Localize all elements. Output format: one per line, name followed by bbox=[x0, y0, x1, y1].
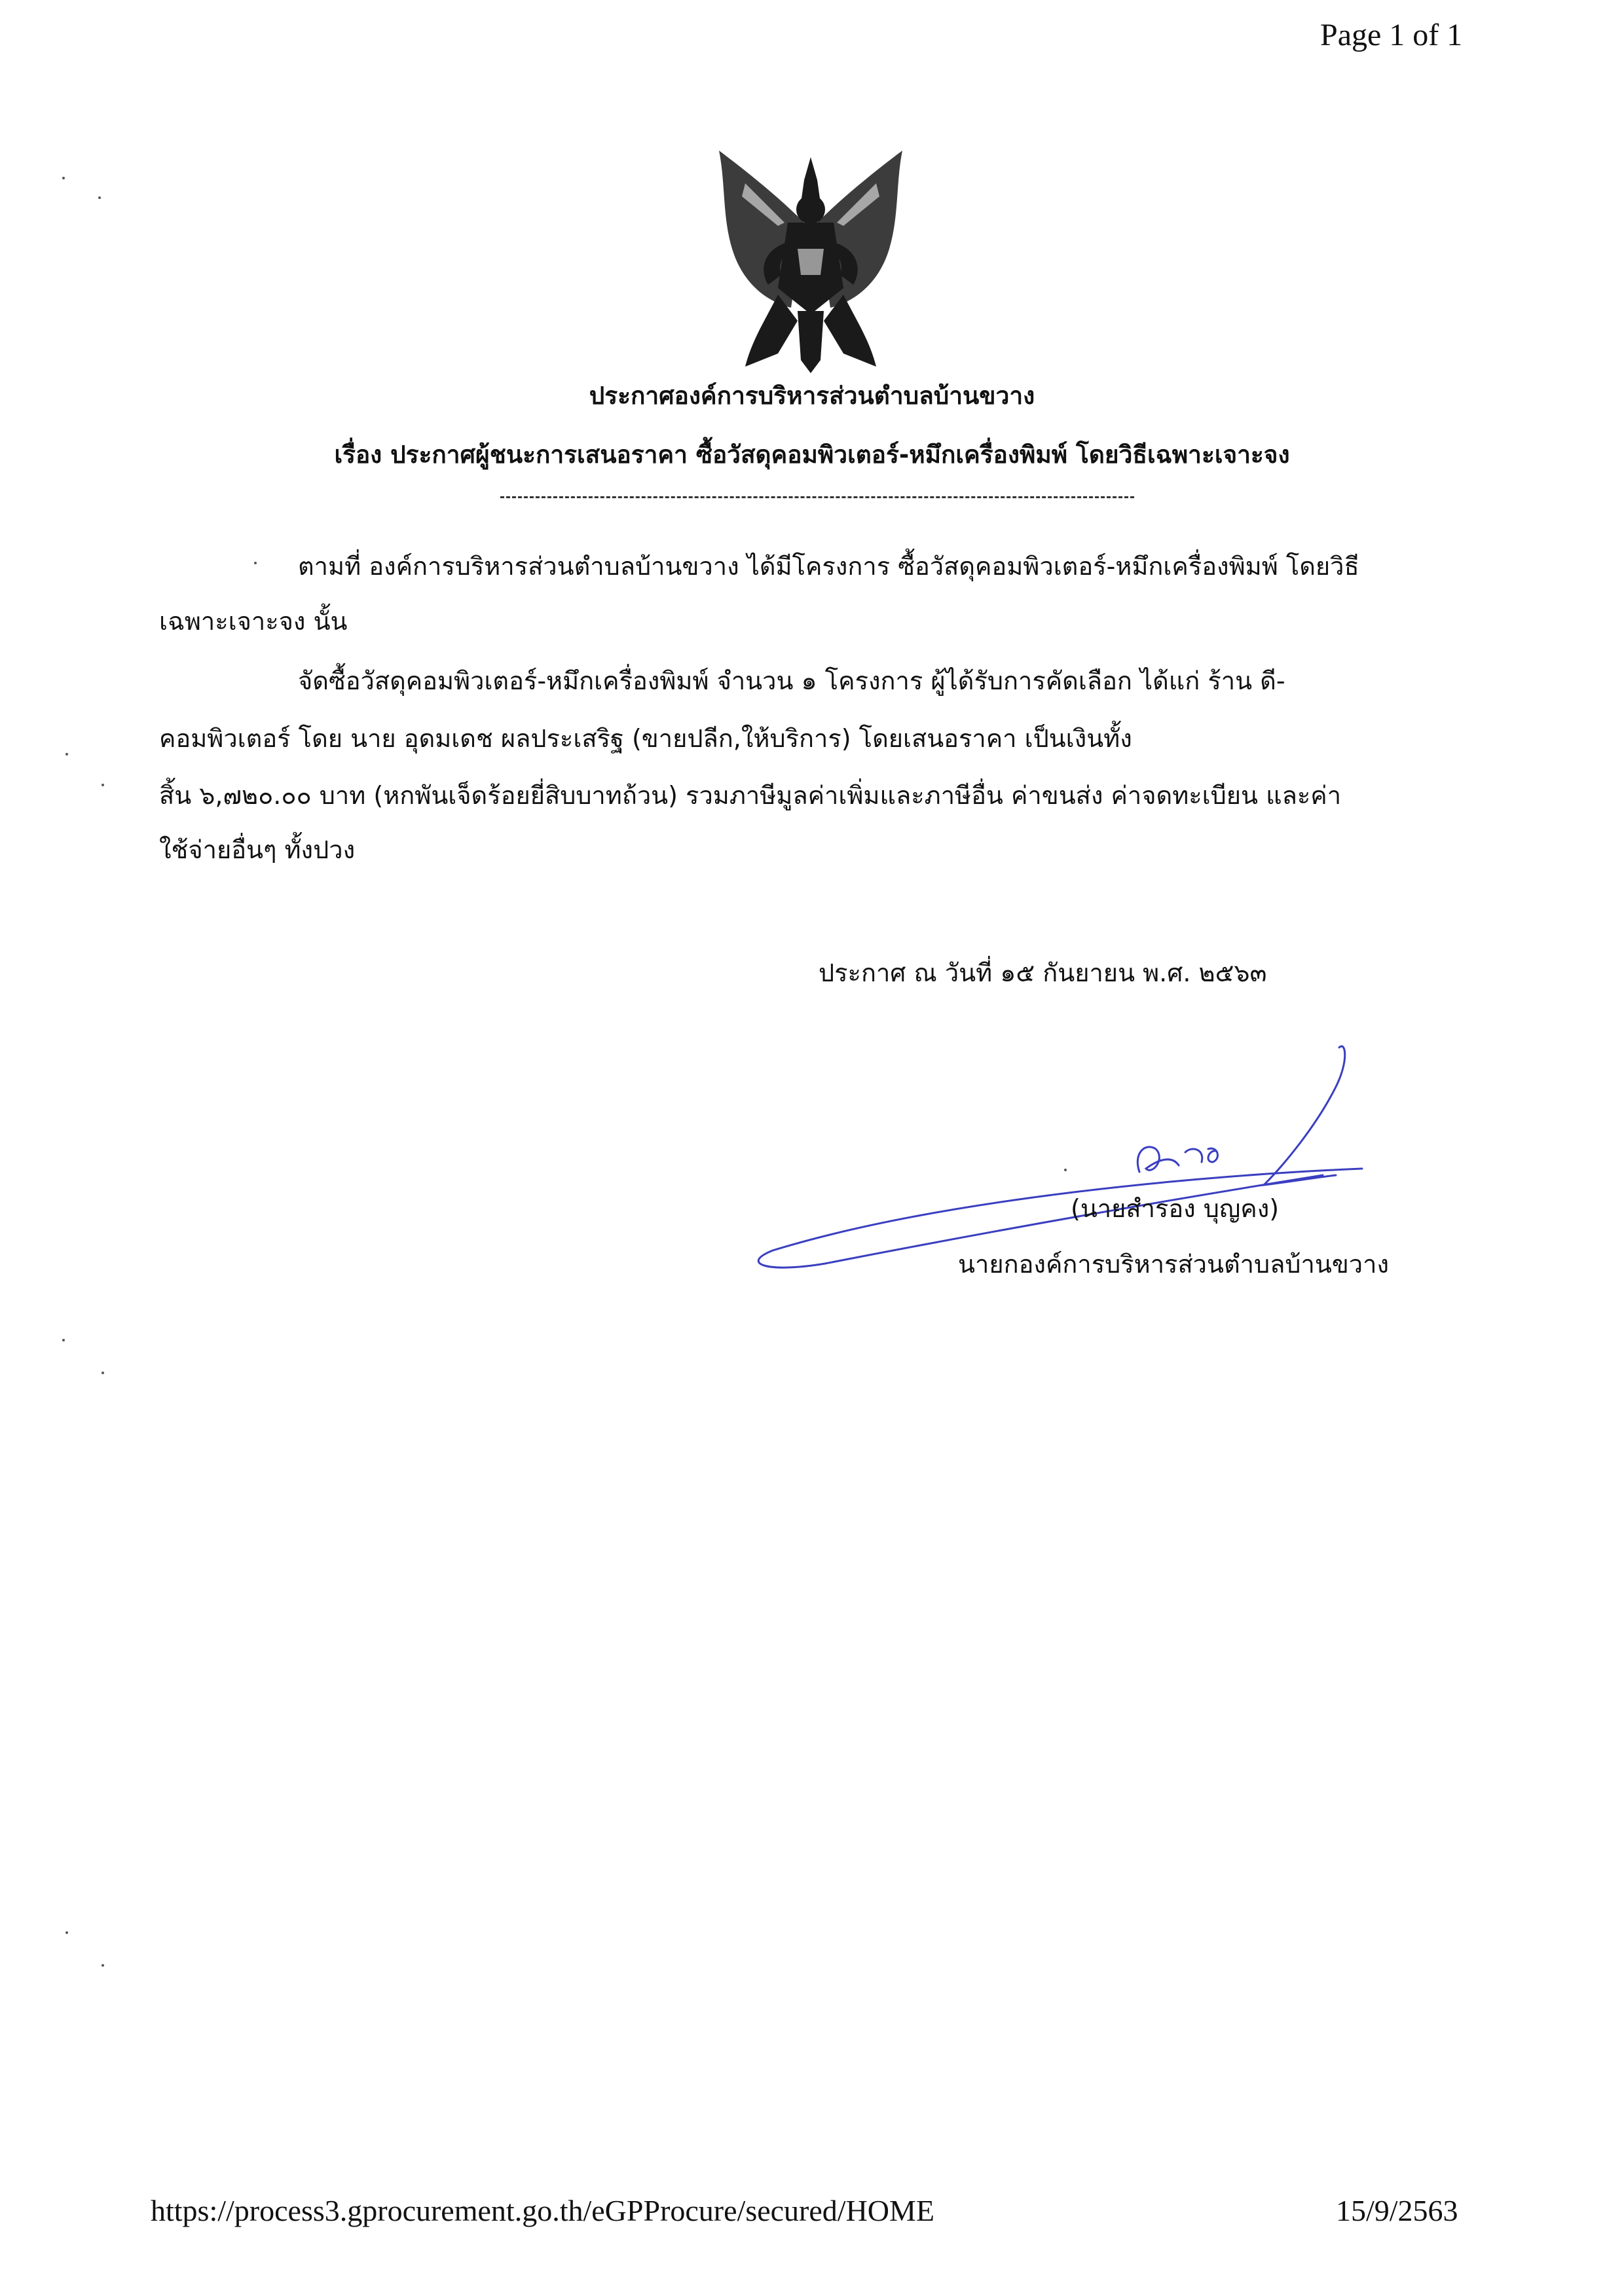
scan-speck bbox=[65, 753, 68, 756]
body-line: จัดซื้อวัสดุคอมพิวเตอร์-หมึกเครื่องพิมพ์ จำนวน ๑ โครงการ ผู้ได้รับการคัดเลือก ได้แก่ ร้าน ดี- bbox=[298, 666, 1285, 695]
signer-name: (นายสำรอง บุญคง) bbox=[1071, 1194, 1280, 1223]
scan-speck bbox=[1064, 1169, 1067, 1171]
scan-speck bbox=[65, 1931, 68, 1934]
body-line: เฉพาะเจาะจง นั้น bbox=[159, 607, 348, 636]
footer-date: 15/9/2563 bbox=[1336, 2194, 1458, 2227]
scan-speck bbox=[62, 177, 65, 179]
scan-speck bbox=[98, 196, 101, 199]
scan-speck bbox=[101, 1372, 104, 1374]
body-line: ใช้จ่ายอื่นๆ ทั้งปวง bbox=[159, 835, 356, 864]
footer-url: https://process3.gprocurement.go.th/eGPProcure/secured/HOME bbox=[151, 2194, 935, 2227]
body-line: สิ้น ๖,๗๒๐.๐๐ บาท (หกพันเจ็ดร้อยยี่สิบบาทถ้วน) รวมภาษีมูลค่าเพิ่มและภาษีอื่น ค่าขนส่ง ค่าจดทะเบียน และค่า bbox=[159, 781, 1342, 810]
signer-position: นายกองค์การบริหารส่วนตำบลบ้านขวาง bbox=[958, 1250, 1390, 1279]
announcement-date: ประกาศ ณ วันที่ ๑๕ กันยายน พ.ศ. ๒๕๖๓ bbox=[819, 958, 1267, 987]
page-number-label: Page 1 of 1 bbox=[1320, 18, 1463, 52]
scan-speck bbox=[101, 784, 104, 786]
title-divider bbox=[500, 496, 1134, 498]
garuda-emblem-icon bbox=[706, 144, 915, 380]
scan-speck bbox=[101, 1964, 104, 1967]
scan-speck bbox=[254, 562, 257, 564]
body-line: ตามที่ องค์การบริหารส่วนตำบลบ้านขวาง ได้มีโครงการ ซื้อวัสดุคอมพิวเตอร์-หมึกเครื่องพิมพ์ โดยวิธี bbox=[298, 552, 1359, 581]
announcement-title: ประกาศองค์การบริหารส่วนตำบลบ้านขวาง bbox=[589, 382, 1035, 410]
announcement-subject: เรื่อง ประกาศผู้ชนะการเสนอราคา ซื้อวัสดุคอมพิวเตอร์-หมึกเครื่องพิมพ์ โดยวิธีเฉพาะเจาะจง bbox=[334, 441, 1290, 469]
scan-speck bbox=[62, 1339, 65, 1341]
body-line: คอมพิวเตอร์ โดย นาย อุดมเดช ผลประเสริฐ (ขายปลีก,ให้บริการ) โดยเสนอราคา เป็นเงินทั้ง bbox=[159, 724, 1132, 753]
